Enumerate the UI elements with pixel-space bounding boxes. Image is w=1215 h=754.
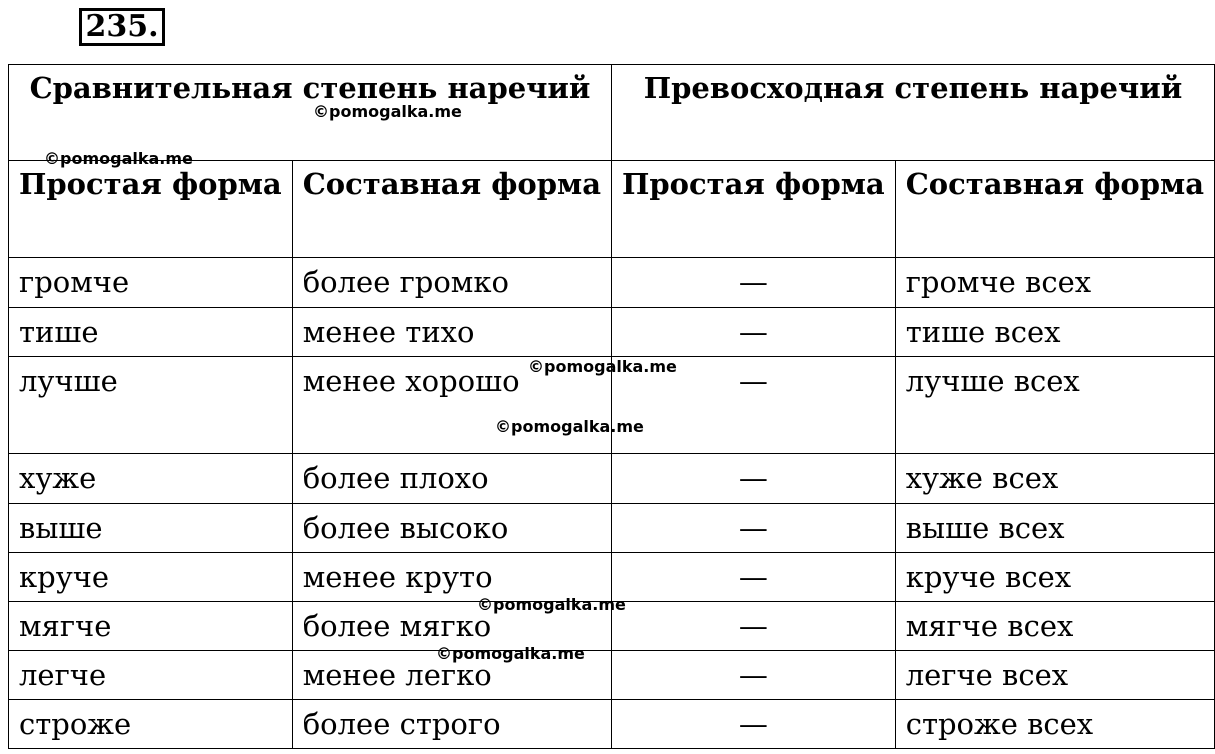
table-row bbox=[9, 454, 1215, 504]
cell-superlative-compound: круче всех bbox=[895, 553, 1214, 602]
cell-comparative-simple: строже bbox=[9, 700, 293, 749]
watermark: ©pomogalka.me bbox=[44, 149, 193, 168]
table-body bbox=[9, 258, 1215, 749]
cell-comparative-simple: выше bbox=[9, 504, 293, 553]
cell-superlative-compound: мягче всех bbox=[895, 602, 1214, 651]
table-row bbox=[9, 700, 1215, 749]
cell-superlative-simple: — bbox=[612, 357, 896, 454]
cell-superlative-simple: — bbox=[612, 308, 896, 357]
header-comparative: Сравнительная степень наречий bbox=[9, 65, 612, 161]
exercise-number: 235. bbox=[79, 8, 165, 46]
header-comparative-compound: Составная форма bbox=[292, 161, 611, 258]
cell-superlative-simple: — bbox=[612, 258, 896, 308]
cell-comparative-simple: хуже bbox=[9, 454, 293, 504]
watermark: ©pomogalka.me bbox=[495, 417, 644, 436]
cell-comparative-compound: более мягко bbox=[292, 602, 611, 651]
cell-superlative-compound: тише всех bbox=[895, 308, 1214, 357]
cell-comparative-compound: более громко bbox=[292, 258, 611, 308]
header-superlative: Превосходная степень наречий bbox=[612, 65, 1215, 161]
cell-comparative-simple: мягче bbox=[9, 602, 293, 651]
cell-superlative-simple: — bbox=[612, 651, 896, 700]
cell-superlative-simple: — bbox=[612, 700, 896, 749]
cell-comparative-simple: громче bbox=[9, 258, 293, 308]
cell-superlative-simple: — bbox=[612, 454, 896, 504]
cell-comparative-simple: тише bbox=[9, 308, 293, 357]
table-row bbox=[9, 308, 1215, 357]
cell-comparative-compound: более высоко bbox=[292, 504, 611, 553]
header-superlative-simple: Простая форма bbox=[612, 161, 896, 258]
header-superlative-compound: Составная форма bbox=[895, 161, 1214, 258]
cell-comparative-compound: менее тихо bbox=[292, 308, 611, 357]
cell-comparative-compound: более плохо bbox=[292, 454, 611, 504]
cell-superlative-simple: — bbox=[612, 553, 896, 602]
header-comparative-simple: Простая форма bbox=[9, 161, 293, 258]
cell-comparative-compound: менее легко bbox=[292, 651, 611, 700]
cell-superlative-simple: — bbox=[612, 602, 896, 651]
cell-superlative-compound: громче всех bbox=[895, 258, 1214, 308]
watermark: ©pomogalka.me bbox=[477, 595, 626, 614]
cell-comparative-simple: легче bbox=[9, 651, 293, 700]
watermark: ©pomogalka.me bbox=[313, 102, 462, 121]
cell-comparative-compound: менее хорошо bbox=[292, 357, 611, 454]
cell-superlative-compound: лучше всех bbox=[895, 357, 1214, 454]
watermark: ©pomogalka.me bbox=[436, 644, 585, 663]
cell-superlative-compound: строже всех bbox=[895, 700, 1214, 749]
cell-superlative-compound: хуже всех bbox=[895, 454, 1214, 504]
table-row bbox=[9, 504, 1215, 553]
table-row bbox=[9, 258, 1215, 308]
cell-comparative-simple: лучше bbox=[9, 357, 293, 454]
table-row bbox=[9, 651, 1215, 700]
cell-superlative-compound: легче всех bbox=[895, 651, 1214, 700]
cell-comparative-compound: менее круто bbox=[292, 553, 611, 602]
cell-comparative-compound: более строго bbox=[292, 700, 611, 749]
cell-comparative-simple: круче bbox=[9, 553, 293, 602]
cell-superlative-compound: выше всех bbox=[895, 504, 1214, 553]
cell-superlative-simple: — bbox=[612, 504, 896, 553]
watermark: ©pomogalka.me bbox=[528, 357, 677, 376]
